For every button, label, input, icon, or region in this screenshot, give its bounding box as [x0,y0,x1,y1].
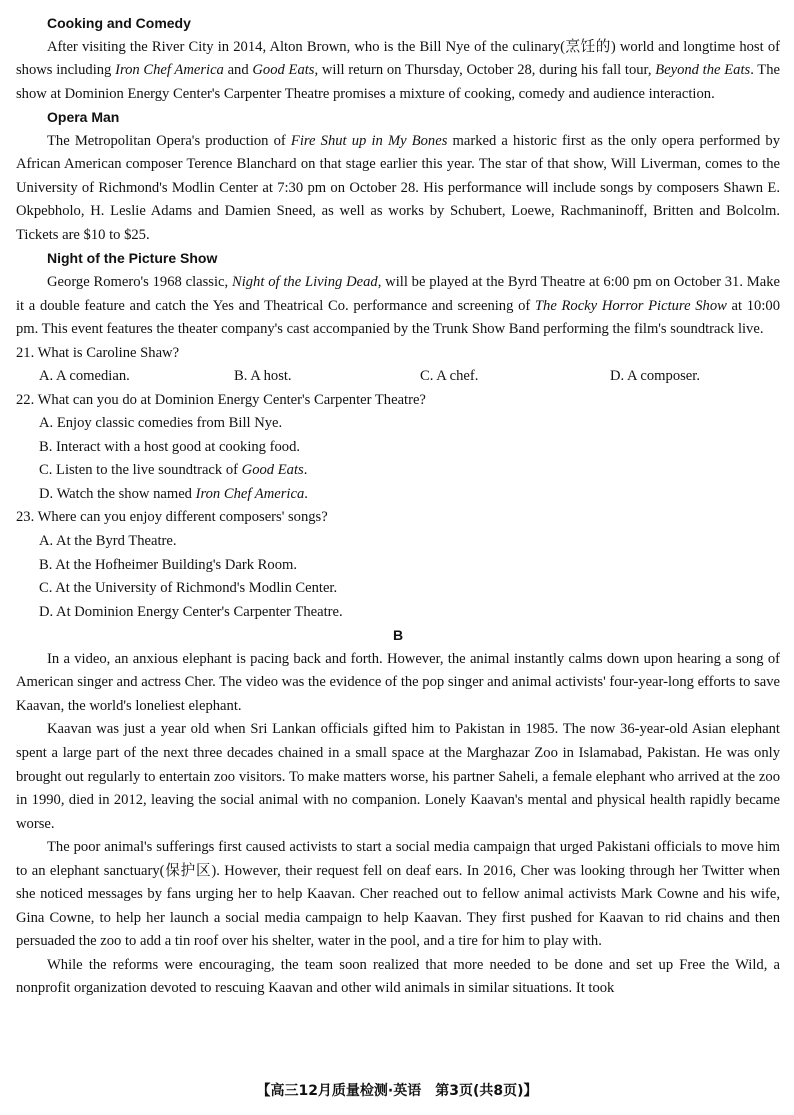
option-21-a[interactable]: A. A comedian. [39,368,130,385]
section-title-picture-show: Night of the Picture Show [47,250,218,267]
option-21-c[interactable]: C. A chef. [420,368,479,385]
question-21-options [16,365,780,389]
option-22-b[interactable]: B. Interact with a host good at cooking food. [39,438,301,455]
paragraph-cooking: After visiting the River City in 2014, Alton Brown, who is the Bill Nye of the culinary(烹饪的) world and longtime host of shows including Iron Chef America and Good Eats, will return on Thursday, October 28, during his fall tour, Beyond the Eats. The show at Dominion Energy Center's Carpenter Theatre promises a mixture of cooking, comedy and audience interaction. [16,38,780,102]
option-21-d[interactable]: D. A composer. [610,368,700,385]
option-22-a[interactable]: A. Enjoy classic comedies from Bill Nye. [39,415,283,432]
section-title-opera: Opera Man [47,109,120,126]
option-23-d[interactable]: D. At Dominion Energy Center's Carpenter Theatre. [39,603,343,620]
document-page [16,12,780,1001]
option-21-b[interactable]: B. A host. [234,368,292,385]
question-21: 21. What is Caroline Shaw? [16,344,180,361]
page-footer: 【高三12月质量检测·英语 第3页(共8页)】 [256,1083,538,1099]
option-22-c[interactable]: C. Listen to the live soundtrack of Good Eats. [39,462,308,479]
paragraph-b-4: While the reforms were encouraging, the team soon realized that more needed to be done and set up Free the Wild, a nonprofit organization devoted to rescuing Kaavan and other wild animals in similar situations. It took [16,956,780,997]
paragraph-picture-show: George Romero's 1968 classic, Night of the Living Dead, will be played at the Byrd Theatre at 6:00 pm on October 31. Make it a double feature and catch the Yes and Theatrical Co. performance and screening of The Rocky Horror Picture Show at 10:00 pm. This event features the theater company's cast accompanied by the Trunk Show Band performing the film's soundtrack live. [16,274,781,338]
question-23: 23. Where can you enjoy different composers' songs? [16,509,328,526]
option-23-c[interactable]: C. At the University of Richmond's Modlin Center. [39,580,338,597]
option-22-d[interactable]: D. Watch the show named Iron Chef America. [39,485,308,502]
paragraph-b-1: In a video, an anxious elephant is pacing back and forth. However, the animal instantly calms down upon hearing a song of American singer and actress Cher. The video was the evidence of the pop singer and animal activists' four-year-long efforts to save Kaavan, the world's loneliest elephant. [16,650,780,714]
section-title-cooking: Cooking and Comedy [47,15,191,31]
paragraph-opera: The Metropolitan Opera's production of Fire Shut up in My Bones marked a historic first as the only opera performed by African American composer Terence Blanchard on that stage earlier this year. The star of that show, Will Liverman, comes to the University of Richmond's Modlin Center at 7:30 pm on October 28. His performance will include songs by composers Shawn E. Okpebholo, H. Leslie Adams and Damien Sneed, as well as works by Schubert, Loewe, Rachmaninoff, Britten and Bolcolm. Tickets are $10 to $25. [16,132,780,243]
passage-b-label: B [392,627,404,644]
option-23-b[interactable]: B. At the Hofheimer Building's Dark Room. [39,556,297,573]
question-22: 22. What can you do at Dominion Energy Center's Carpenter Theatre? [16,391,426,408]
paragraph-b-3: The poor animal's sufferings first caused activists to start a social media campaign that urged Pakistani officials to move him to an elephant sanctuary(保护区). However, their request fell on deaf ears. In 2016, Cher was looking through her Twitter when she noticed messages by fans urging her to help Kaavan. Cher reached out to fellow animal activists Mark Cowne and his wife, Gina Cowne, to help her launch a social media campaign to help Kaavan. They first pushed for Kaavan to rid chains and then persuaded the zoo to add a tin roof over his shelter, water in the pool, and a tire for him to play with. [16,839,780,950]
option-23-a[interactable]: A. At the Byrd Theatre. [39,533,177,550]
paragraph-b-2: Kaavan was just a year old when Sri Lankan officials gifted him to Pakistan in 1985. The now 36-year-old Asian elephant spent a large part of the next three decades chained in a small space at the Marghazar Zoo in Islamabad, Pakistan. He was only brought out regularly to entertain zoo visitors. To make matters worse, his partner Saheli, a female elephant who arrived at the zoo in 1990, died in 2012, leaving the social animal with no companion. Lonely Kaavan's mental and physical health rapidly became worse. [16,721,780,832]
